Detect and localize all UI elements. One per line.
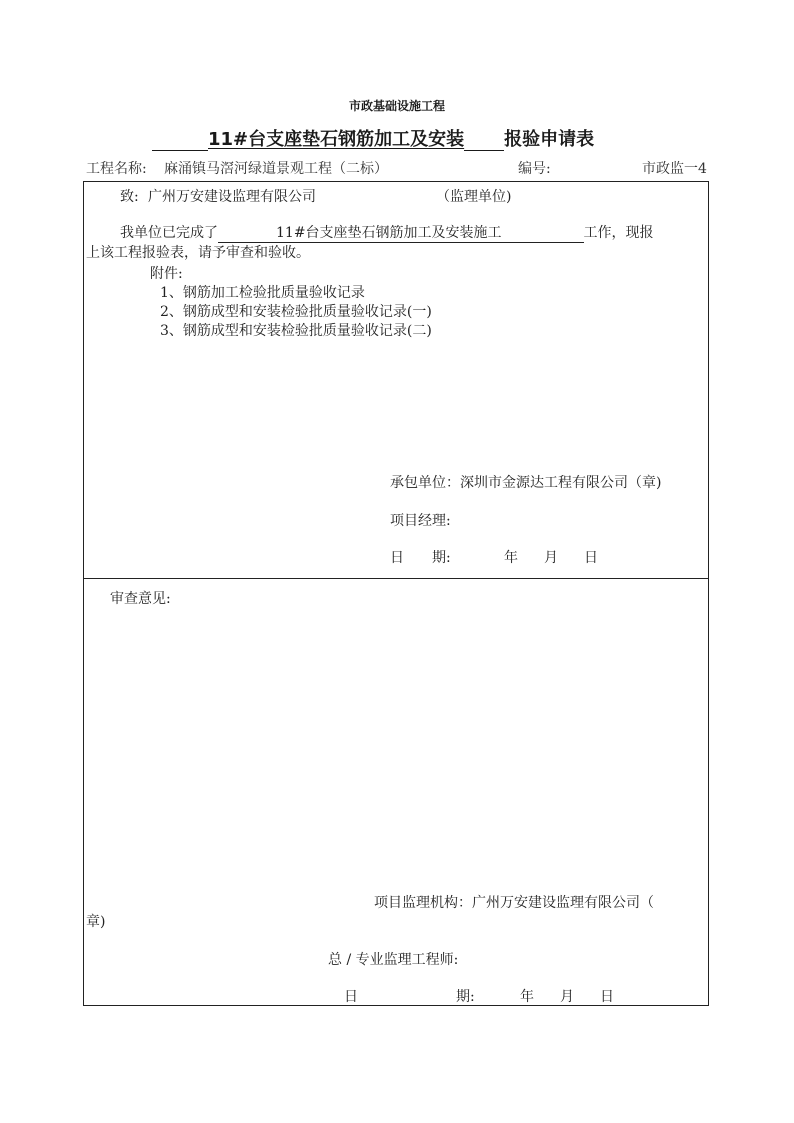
attachment-item: 2、钢筋成型和安装检验批质量验收记录(一)	[160, 304, 432, 320]
supervision-org-line: 项目监理机构：广州万安建设监理有限公司（	[374, 895, 654, 911]
date-year: 年	[504, 550, 518, 566]
document-title	[152, 125, 594, 151]
project-name-value: 麻涌镇马滘河绿道景观工程（二标）	[164, 161, 388, 177]
form-number-value: 市政监一4	[642, 161, 707, 177]
review-date-day-char: 日	[344, 989, 358, 1005]
title-suffix: 报验申请表	[504, 129, 595, 150]
review-opinion-label: 审查意见:	[110, 591, 171, 607]
review-date-month: 月	[560, 989, 574, 1005]
review-date-year: 年	[520, 989, 534, 1005]
recipient-role: （监理单位)	[436, 189, 512, 205]
review-section	[83, 578, 709, 1006]
date-day: 日	[584, 550, 598, 566]
review-date-day: 日	[600, 989, 614, 1005]
contractor-line: 承包单位：深圳市金源达工程有限公司（章)	[390, 475, 662, 491]
attachment-item: 1、钢筋加工检验批质量验收记录	[160, 285, 365, 301]
recipient-company: 广州万安建设监理有限公司	[148, 189, 316, 205]
recipient-label: 致:	[120, 189, 139, 205]
attachments-label: 附件:	[150, 266, 183, 282]
project-name-label: 工程名称:	[86, 161, 147, 177]
date-label: 日 期:	[390, 550, 451, 566]
form-number-label: 编号:	[518, 161, 551, 177]
body-text-line1	[120, 222, 654, 243]
project-manager-label: 项目经理:	[390, 513, 451, 529]
supervision-org-line2: 章)	[86, 914, 106, 930]
attachment-item: 3、钢筋成型和安装检验批质量验收记录(二)	[160, 323, 432, 339]
title-item: 11#台支座垫石钢筋加工及安装	[208, 129, 465, 150]
review-date-qi: 期:	[456, 989, 475, 1005]
completed-work: 11#台支座垫石钢筋加工及安装施工	[218, 222, 584, 243]
body-text-line2: 上该工程报验表，请予审查和验收。	[86, 245, 310, 261]
application-section	[83, 181, 709, 579]
body-prefix: 我单位已完成了	[120, 225, 218, 241]
body-suffix: 工作，现报	[583, 225, 654, 241]
supervising-engineer-label: 总 / 专业监理工程师:	[328, 952, 459, 968]
date-month: 月	[544, 550, 558, 566]
document-category: 市政基础设施工程	[348, 99, 445, 113]
